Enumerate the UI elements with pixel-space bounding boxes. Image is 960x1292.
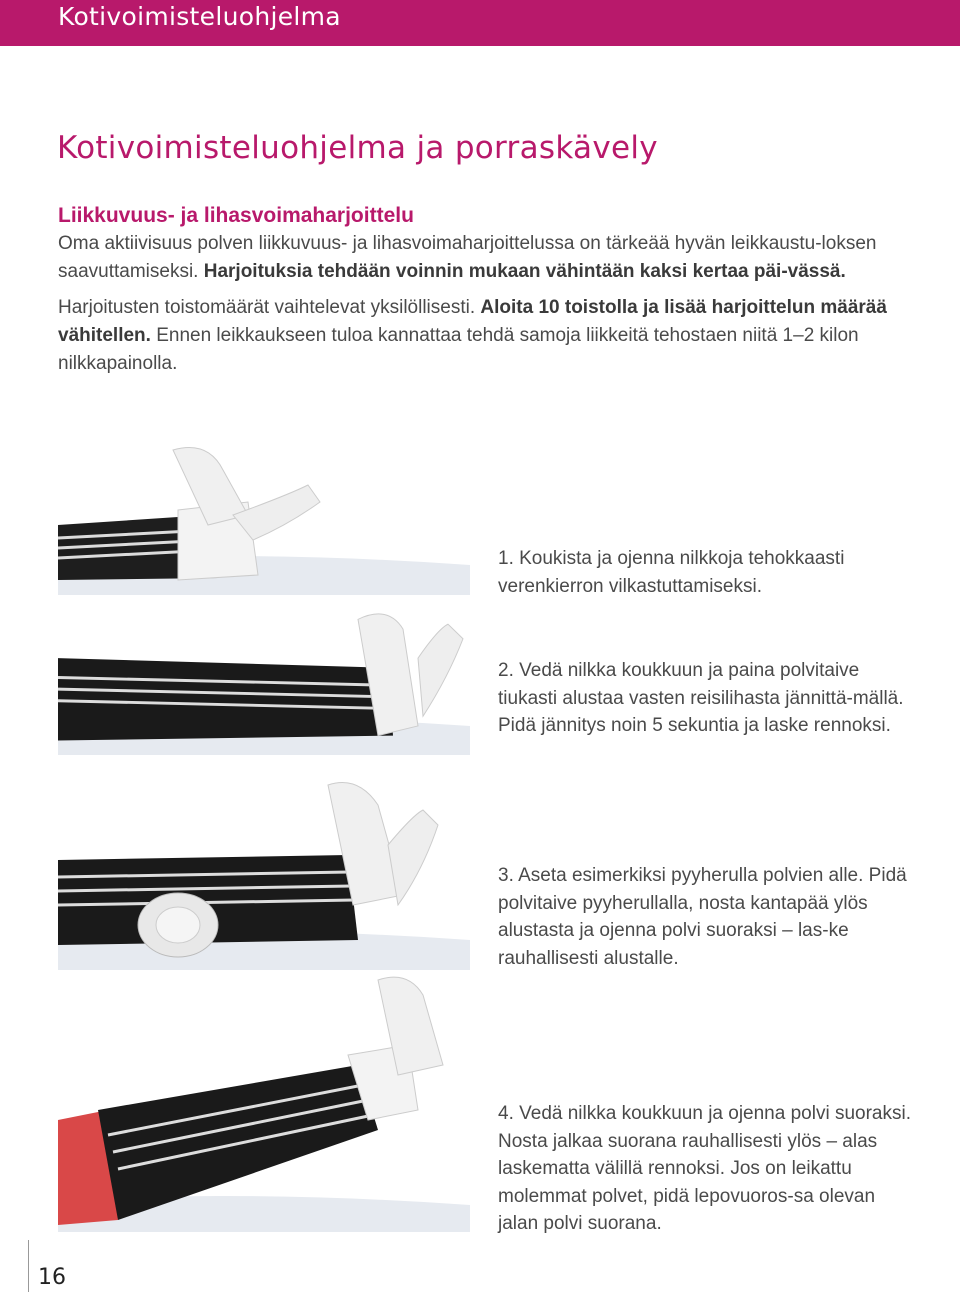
exercise-4-caption: 4. Vedä nilkka koukkuun ja ojenna polvi suoraksi. Nosta jalkaa suorana rauhallisesti ylös – alas laskematta välillä rennoksi. Jos on leikattu molemmat polvet, pidä lepovuoros-sa olevan jalan polvi suorana. [498, 1103, 911, 1234]
exercise-1-photo [58, 440, 470, 595]
intro-p2-bold: Aloita 10 toistolla ja lisää harjoittelun määrää vähitellen. [58, 297, 887, 346]
intro-p1-text: Oma aktiivisuus polven liikkuvuus- ja lihasvoimaharjoittelussa on tärkeää hyvän leikkaustu-loksen saavuttamiseksi. [58, 233, 877, 282]
exercise-3-caption: 3. Aseta esimerkiksi pyyherulla polvien alle. Pidä polvitaive pyyherullalla, nosta kantapää ylös alustasta ja ojenna polvi suoraksi – las-ke rauhallisesti alustalle. [498, 865, 907, 969]
exercise-2-photo [58, 600, 470, 755]
margin-rule [28, 1240, 29, 1292]
exercise-1-caption: 1. Koukista ja ojenna nilkkoja tehokkaasti verenkierron vilkastuttamiseksi. [498, 548, 845, 597]
intro-section [58, 202, 908, 378]
page-heading: Kotivoimisteluohjelma ja porraskävely [57, 130, 658, 166]
intro-p1-bold: Harjoituksia tehdään voinnin mukaan vähintään kaksi kertaa päi-vässä. [203, 261, 846, 282]
header-bar [0, 0, 960, 46]
section-title: Liikkuvuus- ja lihasvoimaharjoittelu [58, 204, 414, 227]
exercise-4-photo [58, 970, 470, 1232]
intro-p2-tail: Ennen leikkaukseen tuloa kannattaa tehdä samoja liikkeitä tehostaen niitä 1–2 kilon nilkkapainolla. [58, 325, 859, 374]
exercise-3-photo [58, 775, 470, 970]
header-title: Kotivoimisteluohjelma [58, 2, 341, 31]
page-number: 16 [38, 1265, 66, 1290]
exercise-2-caption: 2. Vedä nilkka koukkuun ja paina polvitaive tiukasti alustaa vasten reisilihasta jännittä-mällä. Pidä jännitys noin 5 sekuntia ja laske rennoksi. [498, 660, 904, 736]
intro-paragraph-1 [58, 230, 908, 286]
intro-paragraph-2 [58, 294, 908, 378]
intro-p2-text: Harjoitusten toistomäärät vaihtelevat yksilöllisesti. [58, 297, 481, 318]
